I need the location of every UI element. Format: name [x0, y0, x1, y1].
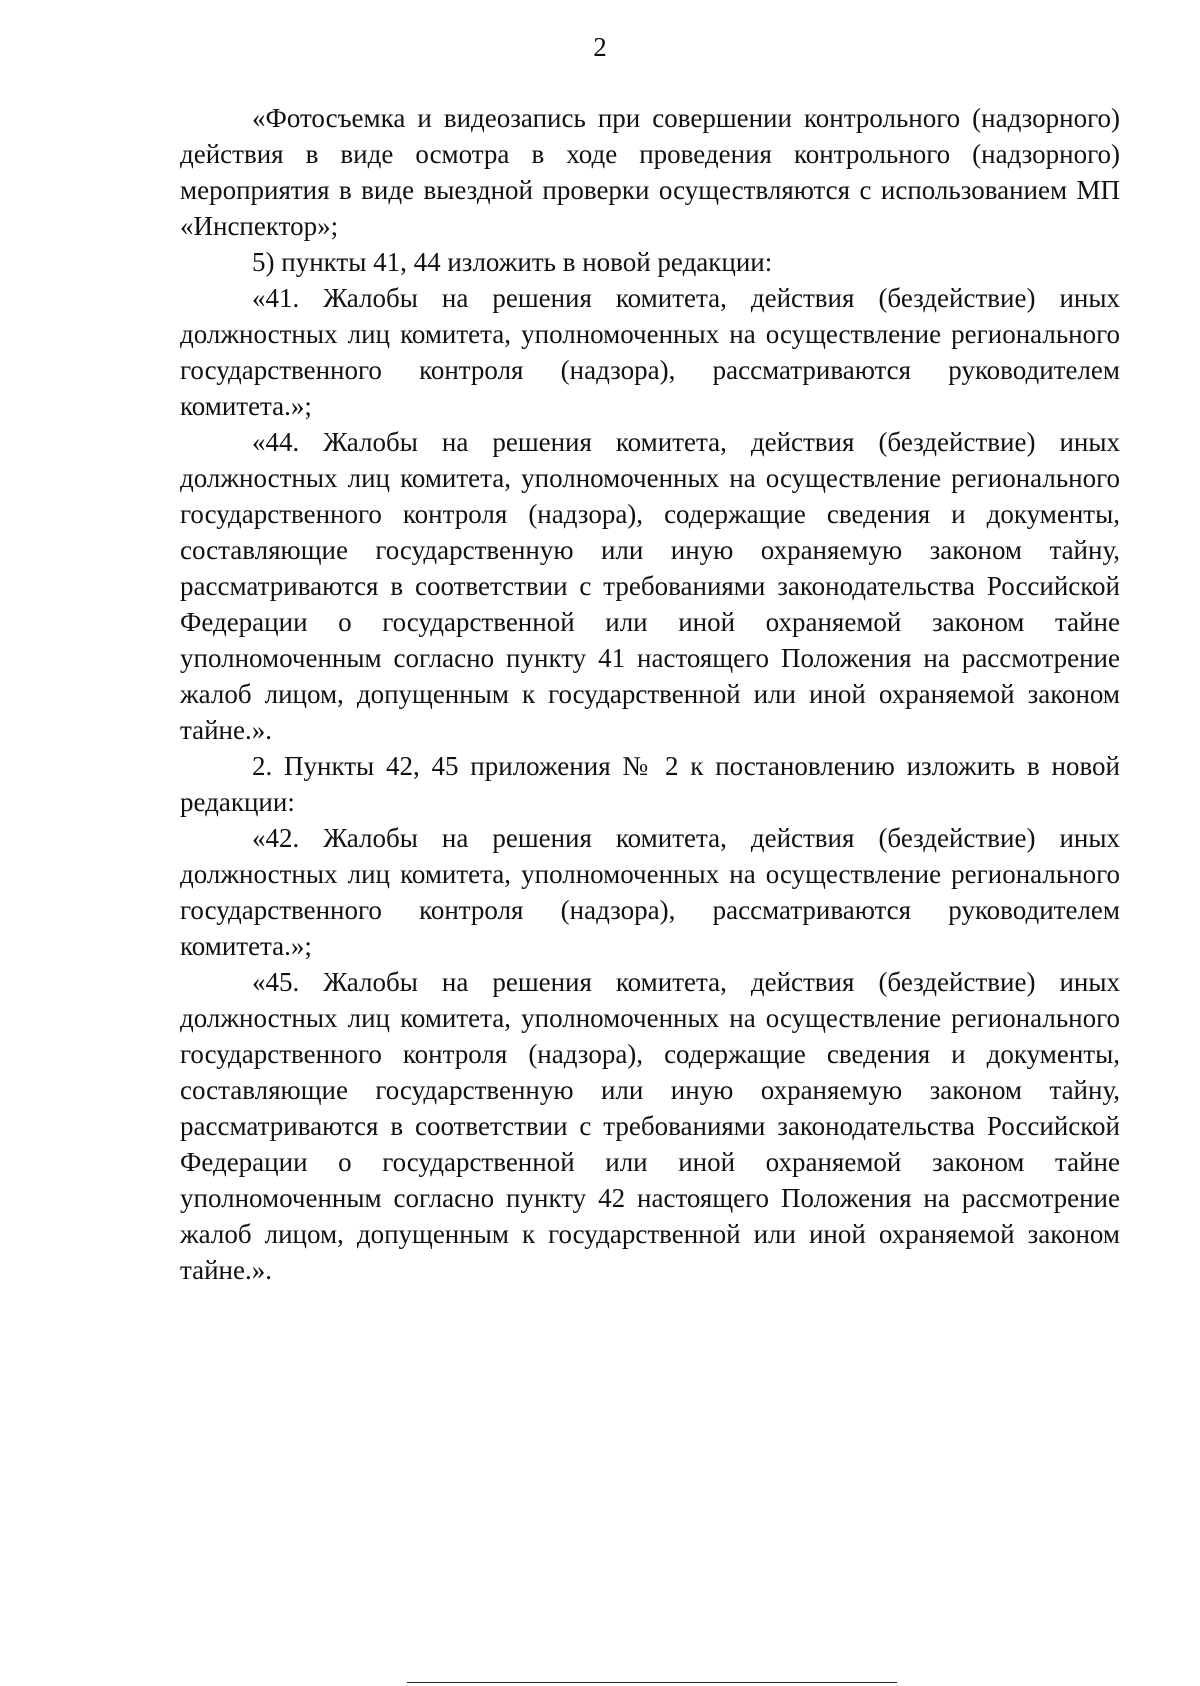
paragraph-point-45: «45. Жалобы на решения комитета, действия (бездействие) иных должностных лиц комитета, уполномоченных на осуществление регионального государственного контроля (надзора), содержащие сведения и документы, составляющие государственную или иную охраняемую законом тайну, рассматриваются в соответствии с требованиями законодательства Российской Федерации о государственной или иной охраняемой законом тайне уполномоченным согласно пункту 42 настоящего Положения на рассмотрение жалоб лицом, допущенным к государственной или иной охраняемой законом тайне.». [180, 967, 1120, 1285]
paragraph-photo-video: «Фотосъемка и видеозапись при совершении контрольного (надзорного) действия в виде осмотра в ходе проведения контрольного (надзорного) мероприятия в виде выездной проверки осуществляются с использованием МП «Инспектор»; [180, 103, 1120, 241]
paragraph-section-2: 2. Пункты 42, 45 приложения № 2 к постановлению изложить в новой редакции: [180, 751, 1120, 817]
paragraph-point-44: «44. Жалобы на решения комитета, действия (бездействие) иных должностных лиц комитета, уполномоченных на осуществление регионального государственного контроля (надзора), содержащие сведения и документы, составляющие государственную или иную охраняемую законом тайну, рассматриваются в соответствии с требованиями законодательства Российской Федерации о государственной или иной охраняемой законом тайне уполномоченным согласно пункту 41 настоящего Положения на рассмотрение жалоб лицом, допущенным к государственной или иной охраняемой законом тайне.». [180, 427, 1120, 745]
paragraph-item-5: 5) пункты 41, 44 изложить в новой редакции: [252, 247, 773, 277]
end-of-text-rule [407, 1682, 897, 1683]
paragraph-point-42: «42. Жалобы на решения комитета, действия (бездействие) иных должностных лиц комитета, уполномоченных на осуществление регионального государственного контроля (надзора), рассматриваются руководителем комитета.»; [180, 823, 1120, 961]
paragraph-point-41: «41. Жалобы на решения комитета, действия (бездействие) иных должностных лиц комитета, уполномоченных на осуществление регионального государственного контроля (надзора), рассматриваются руководителем комитета.»; [180, 283, 1120, 421]
page-number: 2 [593, 32, 607, 62]
document-body [180, 100, 1120, 1288]
